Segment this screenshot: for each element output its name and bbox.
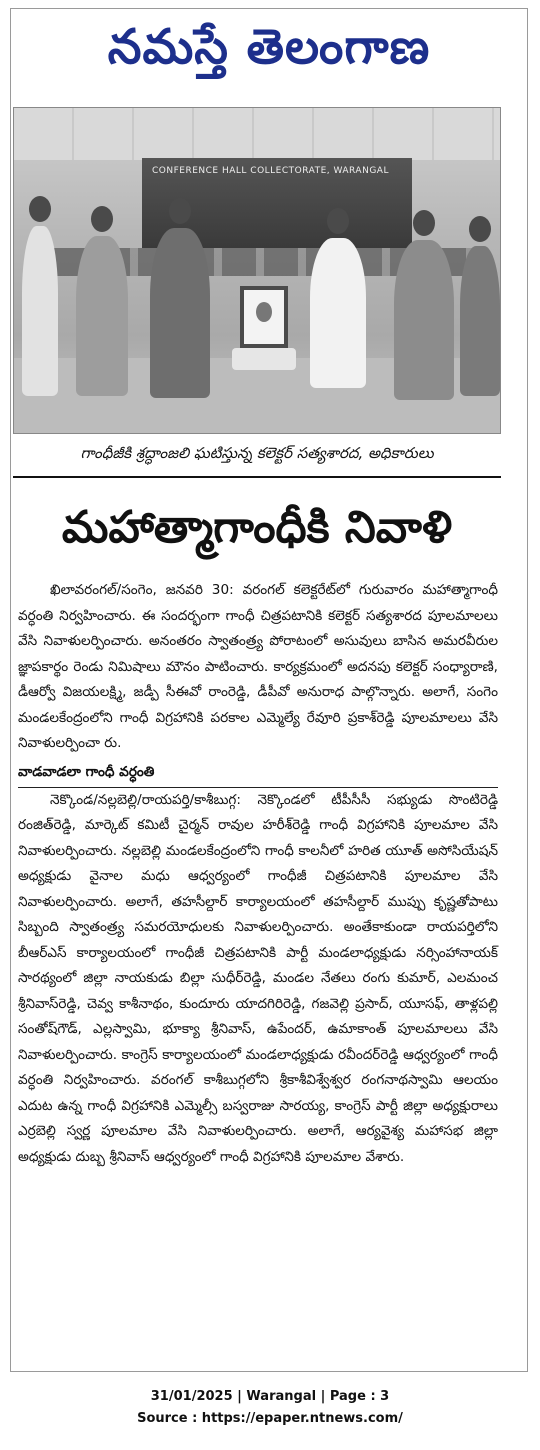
photo-ceiling (14, 108, 500, 160)
masthead (11, 13, 527, 85)
footer-date-edition: 31/01/2025 | Warangal | Page : 3 (150, 1389, 390, 1404)
article-paragraph: ఖిలావరంగల్/సంగెం, జనవరి 30: వరంగల్ కలెక్టరేట్‌లో గురువారం మహాత్మాగాంధీ వర్ధంతి నిర్వహించారు. ఈ సందర్భంగా గాంధీ చిత్రపటానికి కలెక్టర్ సత్యశారద పూలమాలలు వేసి నివాళులర్పించారు. అనంతరం స్వాతంత్ర్య పోరాటంలో అసువులు బాసిన అమరవీరుల జ్ఞాపకార్థం రెండు నిమిషాలు మౌనం పాటించారు. కార్యక్రమంలో అదనపు కలెక్టర్ సంధ్యారాణి, డీఆర్వో విజయలక్ష్మి, జడ్పీ సీఈవో రాంరెడ్డి, డీపీవో అనురాధ పాల్గొన్నారు. అలాగే, సంగెం మండలకేంద్రంలోని గాంధీ విగ్రహానికి పరకాల ఎమ్మెల్యే రేవూరి ప్రకాశ్‌రెడ్డి పూలమాలలు వేసి నివాళులర్పించా రు. (18, 582, 498, 751)
article-subhead: వాడవాడలా గాంధీ వర్ధంతి (18, 759, 498, 788)
photo-person (310, 238, 366, 388)
article-headline: మహాత్మాగాంధీకి నివాళి (61, 502, 453, 553)
photo-person (460, 246, 500, 396)
portrait-face (256, 302, 272, 322)
photo-caption: గాంధీజీకి శ్రద్ధాంజలి ఘటిస్తున్న కలెక్టర్ సత్యశారద, అధికారులు (80, 444, 434, 462)
photo-banner-text: CONFERENCE HALL COLLECTORATE, WARANGAL (152, 166, 389, 176)
photo-person (394, 240, 454, 400)
gandhi-portrait (240, 286, 288, 348)
news-photo (13, 107, 501, 434)
divider (13, 476, 501, 478)
footer-source: Source : https://epaper.ntnews.com/ (137, 1411, 403, 1426)
article-paragraph: నెక్కొండ/నల్లబెల్లి/రాయపర్తి/కాశీబుగ్గ: నెక్కొండలో టీపీసీసీ సభ్యుడు సొంటిరెడ్డి రంజిత్‌రెడ్డి, మార్కెట్ కమిటీ చైర్మన్ రావుల హరీశ్‌రెడ్డి గాంధీ విగ్రహానికి పూలమాల వేసి నివాళులర్పించారు. నల్లబెల్లి మండలకేంద్రంలోని గాంధీ కాలనీలో హరిత యూత్ అసోసియేషన్ అధ్యక్షుడు వైనాల మధు ఆధ్వర్యంలో గాంధీజీ చిత్రపటానికి పూలమాల వేసి నివాళులర్పించారు. అలాగే, తహసీల్దార్ కార్యాలయంలో తహసీల్దార్ ముప్పు కృష్ణతోపాటు సిబ్బంది స్వాతంత్ర్య సమరయోధులకు నివాళులర్పించారు. అంతేకాకుండా రాయపర్తిలోని బీఆర్‌ఎస్ కార్యాలయంలో గాంధీజీ చిత్రపటానికి పార్టీ మండలాధ్యక్షుడు నర్సింహానాయక్ సారథ్యంలో జిల్లా నాయకుడు బిల్లా సుధీర్‌రెడ్డి, మండల నేతలు రంగు కుమార్, ఎలమంచ శ్రీనివాస్‌రెడ్డి, చెవ్వ కాశీనాథం, కుందూరు యాదగిరిరెడ్డి, గజవెల్లి ప్రసాద్, యూసఫ్, తాళ్లపల్లి సంతోష్‌గౌడ్, ఎల్లస్వామి, భూక్యా శ్రీనివాస్, ఉపేందర్, ఉమాకాంత్ పూలమాలలు వేసి నివాళులర్పించారు. కాంగ్రెస్ కార్యాలయంలో మండలాధ్యక్షుడు రవీందర్‌రెడ్డి ఆధ్వర్యంలో గాంధీ వర్ధంతి నిర్వహించారు. వరంగల్ కాశీబుగ్గలోని శ్రీకాశీవిశ్వేశ్వర రంగనాథస్వామి ఆలయం ఎదుట ఉన్న గాంధీ విగ్రహానికి ఎమ్మెల్సీ బస్వరాజు సారయ్య, కాంగ్రెస్ పార్టీ జిల్లా అధ్యక్షురాలు ఎర్రబెల్లి స్వర్ణ పూలమాల వేసి నివాళులర్పించారు. అలాగే, ఆర్యవైశ్య మహాసభ జిల్లా అధ్యక్షుడు దుబ్బ శ్రీనివాస్ ఆధ్వర్యంలో గాంధీ విగ్రహానికి పూలమాల వేశారు. (18, 791, 498, 1165)
photo-person (22, 226, 58, 396)
photo-person (150, 228, 210, 398)
photo-person (76, 236, 128, 396)
page-footer (0, 1386, 540, 1430)
article-body (18, 578, 498, 1170)
masthead-logo: నమస్తే తెలంగాణ (107, 19, 431, 75)
photo-portrait-stand (232, 348, 296, 370)
